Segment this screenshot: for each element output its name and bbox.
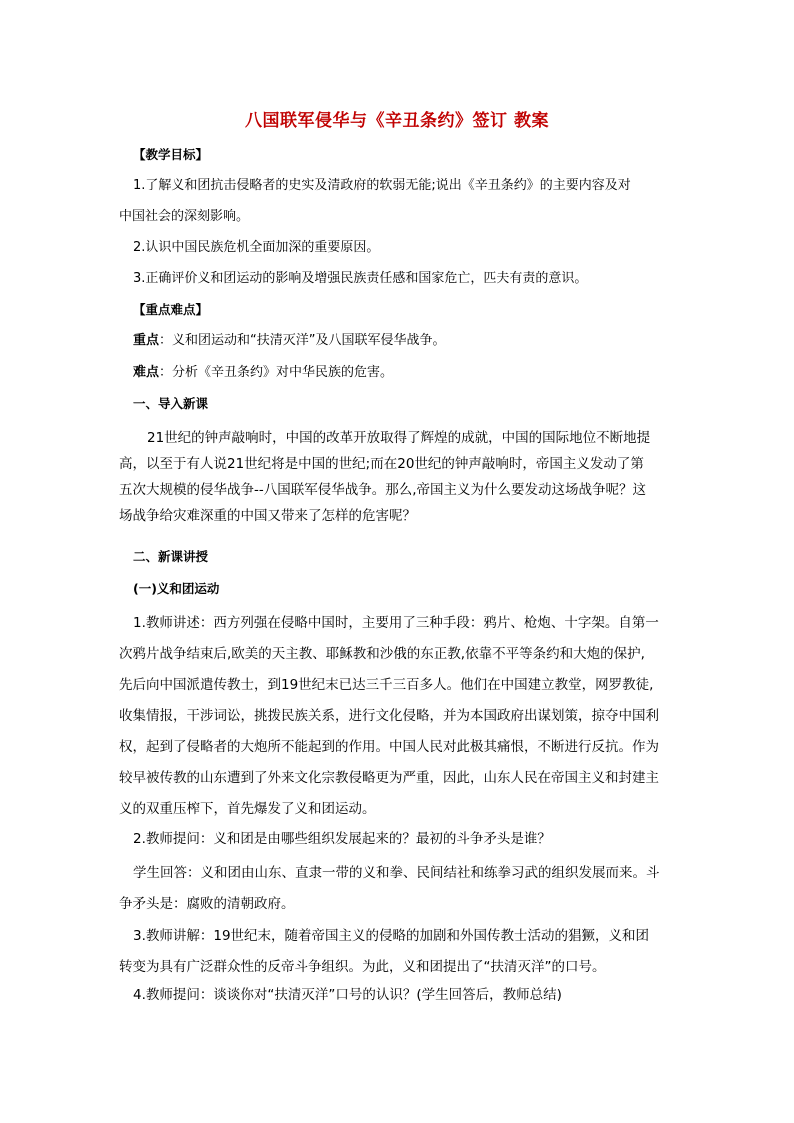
objective-line-1: 1.了解义和团抗击侵略者的史实及清政府的软弱无能;说出《辛丑条约》的主要内容及对: [133, 178, 631, 193]
narration-line-1: 1.教师讲述：西方列强在侵略中国时，主要用了三种手段：鸦片、枪炮、十字架。自第一: [133, 615, 659, 631]
intro-line-2: 高，以至于有人说21世纪将是中国的世纪;而在20世纪的钟声敲响时，帝国主义发动了第: [119, 456, 644, 472]
objective-line-3: 2.认识中国民族危机全面加深的重要原因。: [133, 240, 380, 255]
teacher-question-2: 2.教师提问：义和团是由哪些组织发展起来的？最初的斗争矛头是谁？: [133, 831, 551, 847]
boxer-movement-subheading: (一)义和团运动: [133, 581, 220, 596]
difficulty-line: [133, 364, 393, 382]
focus-line: [133, 332, 446, 350]
explanation-line-1: 3.教师讲解：19世纪末，随着帝国主义的侵略的加剧和外国传教士活动的猖獗，义和团: [133, 928, 650, 944]
intro-line-4: 场战争给灾难深重的中国又带来了怎样的危害呢？: [119, 508, 416, 524]
narration-line-4: 收集情报，干涉词讼，挑拨民族关系，进行文化侵略，并为本国政府出谋划策，掠夺中国利: [119, 708, 659, 724]
page-title: 八国联军侵华与《辛丑条约》签订 教案: [245, 111, 549, 131]
section2-heading: 二、新课讲授: [133, 549, 209, 564]
objective-line-2: 中国社会的深刻影响。: [119, 209, 250, 224]
intro-line-1: 21世纪的钟声敲响时，中国的改革开放取得了辉煌的成就，中国的国际地位不断地提: [147, 430, 651, 446]
focus-label: 重点: [133, 333, 160, 348]
explanation-line-2: 转变为具有广泛群众性的反帝斗争组织。为此，义和团提出了“扶清灭洋”的口号。: [119, 959, 606, 975]
objectives-heading: 【教学目标】: [133, 147, 209, 162]
keypoints-heading: 【重点难点】: [133, 302, 209, 317]
focus-text: ：义和团运动和“扶清灭洋”及八国联军侵华战争。: [159, 333, 446, 348]
narration-line-7: 义的双重压榨下，首先爆发了义和团运动。: [119, 801, 376, 817]
intro-line-3: 五次大规模的侵华战争--八国联军侵华战争。那么,帝国主义为什么要发动这场战争呢？这: [119, 482, 647, 498]
section1-heading: 一、导入新课: [133, 396, 209, 411]
difficulty-text: ：分析《辛丑条约》对中华民族的危害。: [159, 365, 394, 380]
teacher-question-4: 4.教师提问：谈谈你对“扶清灭洋”口号的认识？(学生回答后，教师总结): [133, 987, 562, 1003]
narration-line-3: 先后向中国派遣传教士，到19世纪末已达三千三百多人。他们在中国建立教堂，网罗教徒,: [119, 677, 654, 693]
difficulty-label: 难点: [133, 365, 160, 380]
narration-line-5: 权，起到了侵略者的大炮所不能起到的作用。中国人民对此极其痛恨，不断进行反抗。作为: [119, 739, 659, 755]
answer-line-2: 争矛头是：腐败的清朝政府。: [119, 896, 295, 912]
narration-line-2: 次鸦片战争结束后,欧美的天主教、耶稣教和沙俄的东正教,依靠不平等条约和大炮的保护,: [119, 646, 645, 662]
narration-line-6: 较早被传教的山东遭到了外来文化宗教侵略更为严重，因此，山东人民在帝国主义和封建主: [119, 770, 659, 786]
answer-line-1: 学生回答：义和团由山东、直隶一带的义和拳、民间结社和练拳习武的组织发展而来。斗: [133, 865, 660, 881]
objective-line-4: 3.正确评价义和团运动的影响及增强民族责任感和国家危亡，匹夫有责的意识。: [133, 271, 588, 286]
